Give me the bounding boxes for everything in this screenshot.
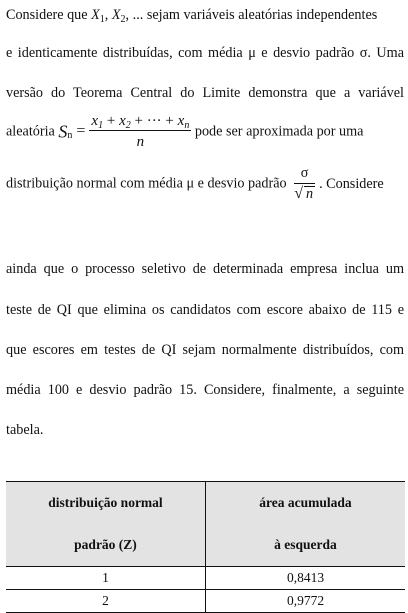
text-line-5: distribuição normal com média μ e desvio padrão $\frac{\sigma}{√ n}$ . Considere <box>6 165 384 202</box>
text-line-10: tabela. <box>6 422 44 438</box>
text-line-7: teste de QI que elimina os candidatos com escore abaixo de 115 e <box>6 302 404 318</box>
table-header-row <box>6 482 405 567</box>
std-error-fraction: $\frac{\sigma}{√ n}$ <box>294 165 314 202</box>
cell-z: 1 <box>6 567 206 590</box>
text-line-2: e identicamente distribuídas, com média μ e desvio padrão σ. Uma <box>6 45 404 61</box>
sample-mean-fraction <box>89 114 191 149</box>
header-z: distribuição normal padrão (Z) <box>6 482 206 567</box>
text-line-9: média 100 e desvio padrão 15. Considere, finalmente, a seguinte <box>6 382 404 398</box>
text-line-4: aleatória $S_n$ = $\frac{x_1 + x_2 + \cdot\cdot\cdot + x_n}{n}$ pode ser aproximada por uma <box>6 113 364 150</box>
fraction-denominator: n <box>136 134 145 150</box>
cell-area: 0,8413 <box>206 567 406 590</box>
cell-area: 0,9772 <box>206 590 406 613</box>
table-row <box>6 567 405 590</box>
header-area: área acumulada à esquerda <box>206 482 406 567</box>
cell-z: 2 <box>6 590 206 613</box>
text-line-6: ainda que o processo seletivo de determinada empresa inclua um <box>6 261 404 277</box>
text-line-3: versão do Teorema Central do Limite demonstra que a variável <box>6 85 404 101</box>
text-line-8: que escores em testes de QI sejam normalmente distribuídos, com <box>6 342 404 358</box>
table-row <box>6 590 405 613</box>
text-line-1: Considere que $X_1$, $X_2$, ... sejam variáveis aleatórias independentes <box>6 7 378 25</box>
fraction-numerator: $x_1 + x_2$ + ··· + $x_n$ <box>91 113 190 131</box>
z-table <box>6 481 405 613</box>
